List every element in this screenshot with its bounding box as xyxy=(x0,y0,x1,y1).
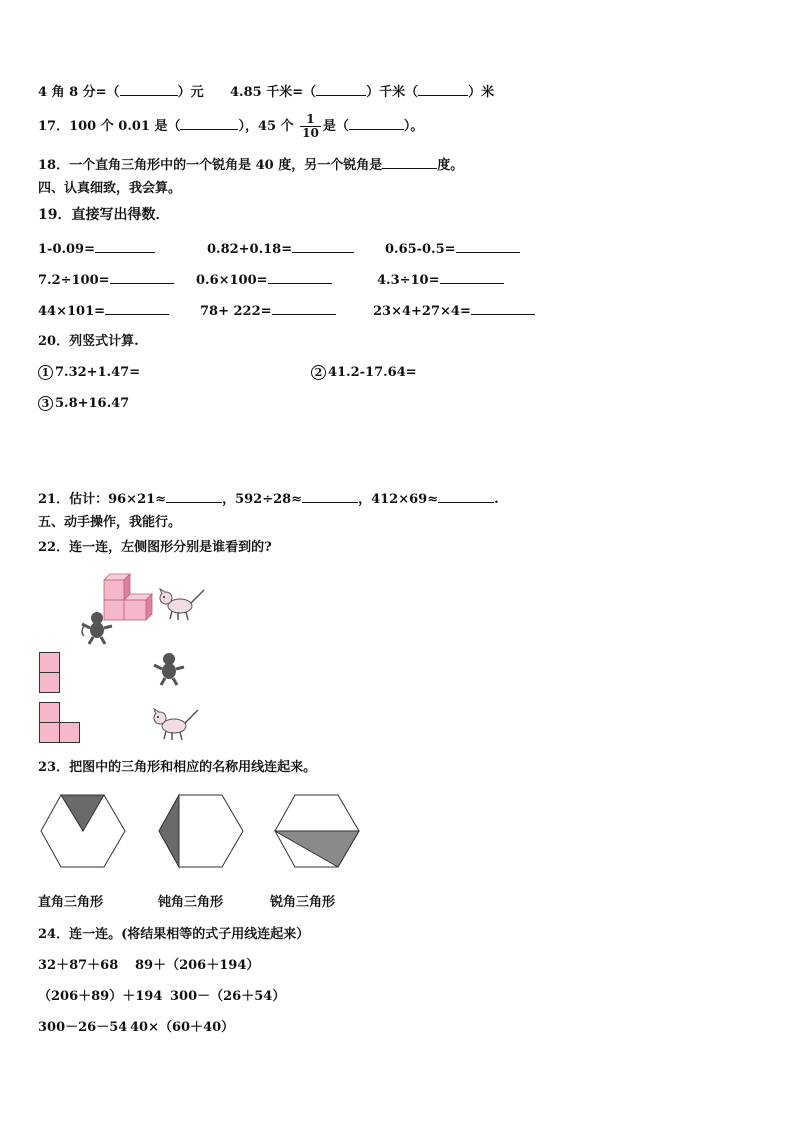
answer-blank[interactable] xyxy=(316,82,366,96)
q16-tail-line: 4 角 8 分=（ ）元 xyxy=(38,82,204,102)
calc-item: 23×4+27×4= xyxy=(373,301,535,321)
answer-blank[interactable] xyxy=(292,239,354,253)
question-18: 18．一个直角三角形中的一个锐角是 40 度，另一个锐角是 度。 xyxy=(38,155,463,175)
calc-item: 1-0.09= xyxy=(38,239,155,259)
monkey-icon xyxy=(152,651,186,687)
answer-blank[interactable] xyxy=(110,270,174,284)
dog-icon xyxy=(152,706,202,742)
calc-item: 0.65-0.5= xyxy=(385,239,520,259)
vertical-calc-2: 2 41.2-17.64= xyxy=(311,364,417,382)
calc-item: 44×101= xyxy=(38,301,169,321)
expr-right-2[interactable]: 300－（26＋54） xyxy=(170,989,286,1004)
answer-blank[interactable] xyxy=(440,270,504,284)
expr-left-1[interactable]: 32＋87＋68 xyxy=(38,958,119,973)
answer-blank[interactable] xyxy=(105,301,169,315)
view-figure-l-shape xyxy=(39,702,83,744)
answer-blank[interactable] xyxy=(272,301,336,315)
question-19-title: 19．直接写出得数． xyxy=(38,207,170,223)
answer-blank[interactable] xyxy=(382,155,437,169)
fraction: $\frac{1}{10}$ xyxy=(302,112,319,140)
calc-item: 4.3÷10= xyxy=(377,270,504,290)
answer-blank[interactable] xyxy=(349,116,404,130)
calc-item: 0.82+0.18= xyxy=(207,239,354,259)
question-22-title: 22．连一连，左侧图形分别是谁看到的? xyxy=(38,540,272,555)
dog-icon xyxy=(158,586,208,622)
question-20-title: 20．列竖式计算. xyxy=(38,334,139,349)
hexagon-acute-triangle xyxy=(274,794,360,868)
monkey-icon xyxy=(80,610,114,646)
expr-right-3[interactable]: 40×（60＋40） xyxy=(130,1020,235,1035)
answer-blank[interactable] xyxy=(95,239,155,253)
section-5-heading: 五、动手操作，我能行。 xyxy=(38,515,182,530)
section-4-heading: 四、认真细致，我会算。 xyxy=(38,181,182,196)
answer-blank[interactable] xyxy=(418,82,468,96)
answer-blank[interactable] xyxy=(438,489,494,503)
question-23-title: 23．把图中的三角形和相应的名称用线连起来。 xyxy=(38,760,317,775)
view-figure-two-squares xyxy=(39,652,61,694)
label-acute-triangle: 锐角三角形 xyxy=(270,895,336,910)
calc-item: 7.2÷100= xyxy=(38,270,174,290)
label-right-triangle: 直角三角形 xyxy=(38,895,104,910)
answer-blank[interactable] xyxy=(166,489,222,503)
expr-left-3[interactable]: 300－26－54 xyxy=(38,1020,128,1035)
question-21: 21．估计：96×21≈ ，592÷28≈ ，412×69≈ . xyxy=(38,489,499,509)
answer-blank[interactable] xyxy=(180,116,238,130)
question-24-title: 24．连一连。(将结果相等的式子用线连起来） xyxy=(38,927,310,942)
calc-item: 0.6×100= xyxy=(196,270,332,290)
answer-blank[interactable] xyxy=(302,489,358,503)
question-17: 17．100 个 0.01 是（ ），45 个 $\frac{1}{10}$ 是（ ）。 xyxy=(38,112,424,140)
answer-blank[interactable] xyxy=(268,270,332,284)
answer-blank[interactable] xyxy=(456,239,520,253)
expr-left-2[interactable]: （206＋89）＋194 xyxy=(38,989,163,1004)
hexagon-obtuse-triangle xyxy=(158,794,244,868)
label-obtuse-triangle: 钝角三角形 xyxy=(158,895,224,910)
expr-right-1[interactable]: 89＋（206＋194） xyxy=(135,958,260,973)
q16-tail-line2: 4.85 千米=（ ）千米（ ）米 xyxy=(230,82,494,102)
hexagon-right-triangle xyxy=(40,794,126,868)
answer-blank[interactable] xyxy=(471,301,535,315)
answer-blank[interactable] xyxy=(120,82,178,96)
vertical-calc-1: 1 7.32+1.47= xyxy=(38,364,140,382)
vertical-calc-3: 3 5.8+16.47 xyxy=(38,395,129,413)
calc-item: 78+ 222= xyxy=(200,301,336,321)
